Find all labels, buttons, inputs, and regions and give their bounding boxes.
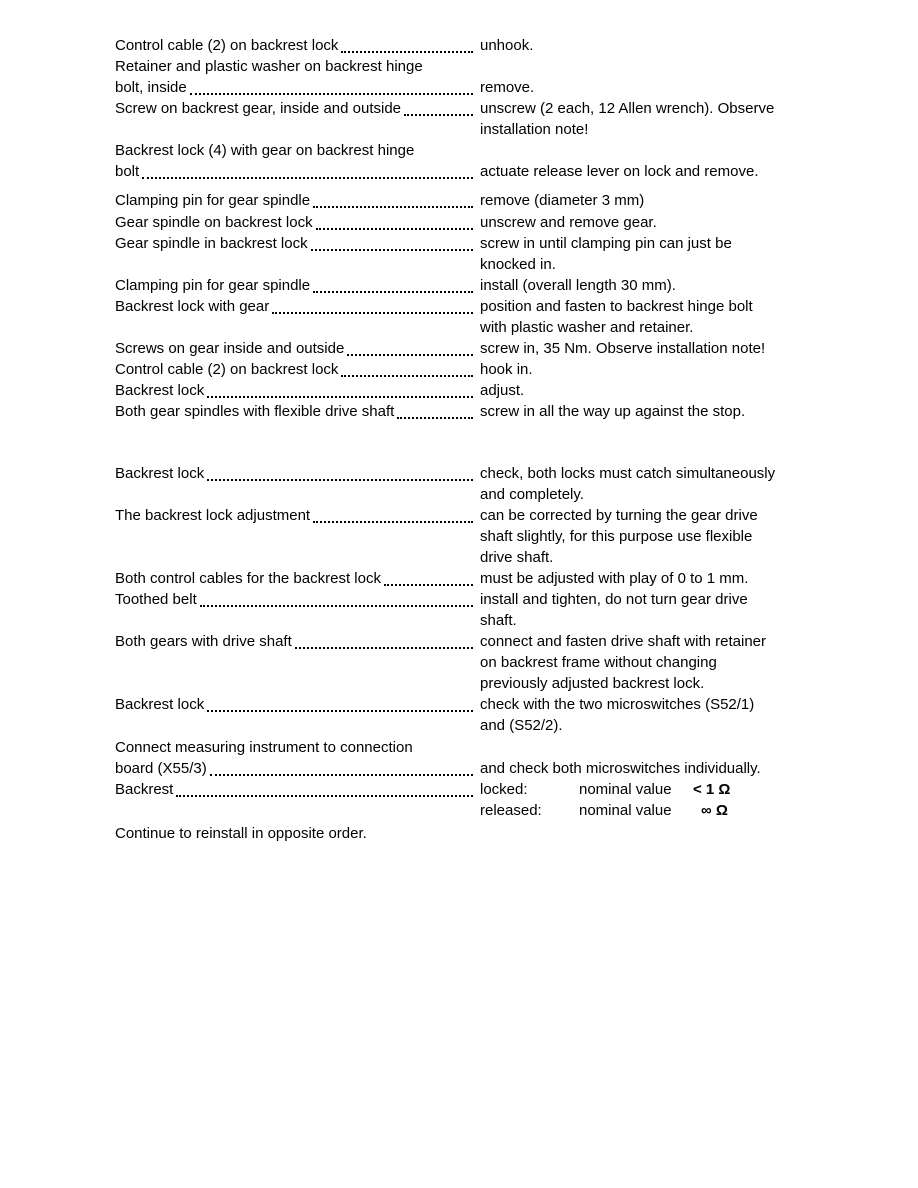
item-line xyxy=(115,161,473,182)
instruction-item xyxy=(115,296,473,317)
nominal-value: < 1 Ω xyxy=(693,781,731,798)
measurement-item xyxy=(115,779,473,800)
measurement-released xyxy=(480,800,728,821)
item-line xyxy=(115,56,473,77)
closing-instruction: Continue to reinstall in opposite order. xyxy=(115,825,367,842)
item-line xyxy=(115,463,473,484)
action-line: shaft. xyxy=(480,612,517,629)
instruction-action xyxy=(480,401,815,422)
instruction-item xyxy=(115,737,473,779)
instruction-item xyxy=(115,35,473,56)
instruction-item xyxy=(115,275,473,296)
item-text: Connect measuring instrument to connection xyxy=(115,739,413,756)
dot-leader xyxy=(397,417,473,419)
dot-leader xyxy=(200,605,473,607)
item-text: Screw on backrest gear, inside and outside xyxy=(115,100,402,117)
instruction-item xyxy=(115,359,473,380)
action-line: check, both locks must catch simultaneously xyxy=(480,465,776,482)
item-text: bolt xyxy=(115,163,140,180)
dot-leader xyxy=(142,177,473,179)
measurement-label: released: xyxy=(480,802,542,819)
item-text: Backrest xyxy=(115,781,174,798)
item-text: bolt, inside xyxy=(115,79,187,96)
item-line xyxy=(115,359,473,380)
action-line: screw in, 35 Nm. Observe installation note! xyxy=(480,340,766,357)
item-line xyxy=(115,35,473,56)
dot-leader xyxy=(316,228,473,230)
dot-leader xyxy=(311,249,473,251)
instruction-action xyxy=(480,35,815,56)
item-text: Both control cables for the backrest lock xyxy=(115,570,381,587)
instruction-action xyxy=(480,737,815,779)
dot-leader xyxy=(384,584,473,586)
measurement-line-locked xyxy=(480,779,815,800)
item-line xyxy=(115,275,473,296)
dot-leader xyxy=(347,354,473,356)
item-text: Screws on gear inside and outside xyxy=(115,340,345,357)
action-line: adjust. xyxy=(480,382,525,399)
item-line xyxy=(115,505,473,526)
action-line: screw in all the way up against the stop. xyxy=(480,403,746,420)
item-text: Backrest lock xyxy=(115,465,205,482)
item-line xyxy=(115,140,473,161)
item-line xyxy=(115,589,473,610)
dot-leader xyxy=(313,206,473,208)
dot-leader xyxy=(272,312,473,314)
dot-leader xyxy=(341,51,473,53)
instruction-action xyxy=(480,589,815,631)
item-line xyxy=(115,568,473,589)
item-text: Gear spindle in backrest lock xyxy=(115,235,308,252)
instruction-action xyxy=(480,98,815,140)
item-line xyxy=(115,190,473,211)
item-line xyxy=(115,758,473,779)
measurement-values xyxy=(480,779,815,821)
item-text: The backrest lock adjustment xyxy=(115,507,311,524)
action-line: with plastic washer and retainer. xyxy=(480,319,694,336)
instruction-action xyxy=(480,568,815,589)
nominal-label: nominal value xyxy=(579,781,672,798)
action-line: and completely. xyxy=(480,486,584,503)
action-line: installation note! xyxy=(480,121,589,138)
instruction-action xyxy=(480,505,815,568)
action-line: unscrew (2 each, 12 Allen wrench). Observe xyxy=(480,100,775,117)
dot-leader xyxy=(341,375,473,377)
nominal-label: nominal value xyxy=(579,802,672,819)
item-text: Toothed belt xyxy=(115,591,197,608)
item-line xyxy=(115,233,473,254)
dot-leader xyxy=(207,396,473,398)
measurement-locked xyxy=(480,779,730,800)
item-text: Control cable (2) on backrest lock xyxy=(115,37,339,54)
action-line: knocked in. xyxy=(480,256,556,273)
item-line xyxy=(115,401,473,422)
action-line: check with the two microswitches (S52/1) xyxy=(480,696,755,713)
item-text: Backrest lock xyxy=(115,382,205,399)
action-line: drive shaft. xyxy=(480,549,554,566)
action-line: remove (diameter 3 mm) xyxy=(480,192,645,209)
dot-leader xyxy=(207,479,473,481)
item-line xyxy=(115,380,473,401)
instruction-item xyxy=(115,56,473,98)
instruction-item xyxy=(115,233,473,254)
item-line xyxy=(115,212,473,233)
action-line: on backrest frame without changing xyxy=(480,654,717,671)
nominal-value: ∞ Ω xyxy=(701,802,728,819)
instruction-action xyxy=(480,694,815,736)
item-line xyxy=(115,338,473,359)
dot-leader xyxy=(190,93,473,95)
instruction-item xyxy=(115,589,473,610)
instruction-item xyxy=(115,212,473,233)
action-line: connect and fasten drive shaft with retainer xyxy=(480,633,766,650)
item-text: Backrest lock xyxy=(115,696,205,713)
dot-leader xyxy=(176,795,473,797)
instruction-action xyxy=(480,631,815,694)
action-line: install and tighten, do not turn gear drive xyxy=(480,591,748,608)
instruction-item xyxy=(115,505,473,526)
action-line: unscrew and remove gear. xyxy=(480,214,657,231)
action-line xyxy=(480,737,815,758)
instruction-action xyxy=(480,212,815,233)
measurement-label: locked: xyxy=(480,781,528,798)
instruction-item xyxy=(115,380,473,401)
action-line: actuate release lever on lock and remove. xyxy=(480,163,759,180)
action-line: install (overall length 30 mm). xyxy=(480,277,676,294)
measurement-line-released xyxy=(480,800,815,821)
dot-leader xyxy=(210,774,473,776)
item-line xyxy=(115,77,473,98)
item-text: Backrest lock with gear xyxy=(115,298,270,315)
action-line xyxy=(480,56,815,77)
dot-leader xyxy=(295,647,473,649)
instruction-action xyxy=(480,463,815,505)
action-line: shaft slightly, for this purpose use flexible xyxy=(480,528,753,545)
item-text: Clamping pin for gear spindle xyxy=(115,277,311,294)
instruction-action xyxy=(480,338,815,359)
dot-leader xyxy=(313,521,473,523)
item-text: board (X55/3) xyxy=(115,760,207,777)
item-text: Both gear spindles with flexible drive shaft xyxy=(115,403,395,420)
action-line: previously adjusted backrest lock. xyxy=(480,675,705,692)
item-text: Gear spindle on backrest lock xyxy=(115,214,313,231)
instruction-action xyxy=(480,190,815,211)
item-line xyxy=(115,779,473,800)
action-line: screw in until clamping pin can just be xyxy=(480,235,732,252)
instruction-action xyxy=(480,296,815,338)
instruction-item xyxy=(115,140,473,182)
instruction-item xyxy=(115,190,473,211)
item-line xyxy=(115,737,473,758)
dot-leader xyxy=(404,114,473,116)
item-text: Retainer and plastic washer on backrest hinge xyxy=(115,58,423,75)
instruction-item xyxy=(115,338,473,359)
instruction-action xyxy=(480,140,815,182)
instruction-action xyxy=(480,233,815,275)
action-line: unhook. xyxy=(480,37,534,54)
item-text: Clamping pin for gear spindle xyxy=(115,192,311,209)
action-line: must be adjusted with play of 0 to 1 mm. xyxy=(480,570,749,587)
action-line: and (S52/2). xyxy=(480,717,563,734)
action-line xyxy=(480,140,815,161)
action-line: and check both microswitches individually. xyxy=(480,760,761,777)
item-line xyxy=(115,296,473,317)
item-text: Both gears with drive shaft xyxy=(115,633,292,650)
dot-leader xyxy=(313,291,473,293)
action-line: can be corrected by turning the gear drive xyxy=(480,507,758,524)
item-text: Backrest lock (4) with gear on backrest hinge xyxy=(115,142,415,159)
item-text: Control cable (2) on backrest lock xyxy=(115,361,339,378)
action-line: hook in. xyxy=(480,361,533,378)
instruction-item xyxy=(115,568,473,589)
action-line: remove. xyxy=(480,79,535,96)
instruction-action xyxy=(480,56,815,98)
instruction-action xyxy=(480,359,815,380)
item-line xyxy=(115,694,473,715)
instruction-item xyxy=(115,694,473,715)
instruction-action xyxy=(480,275,815,296)
instruction-item xyxy=(115,98,473,119)
instruction-action xyxy=(480,380,815,401)
dot-leader xyxy=(207,710,473,712)
item-line xyxy=(115,631,473,652)
item-line xyxy=(115,98,473,119)
instruction-item xyxy=(115,401,473,422)
instruction-item xyxy=(115,631,473,652)
action-line: position and fasten to backrest hinge bolt xyxy=(480,298,753,315)
instruction-item xyxy=(115,463,473,484)
